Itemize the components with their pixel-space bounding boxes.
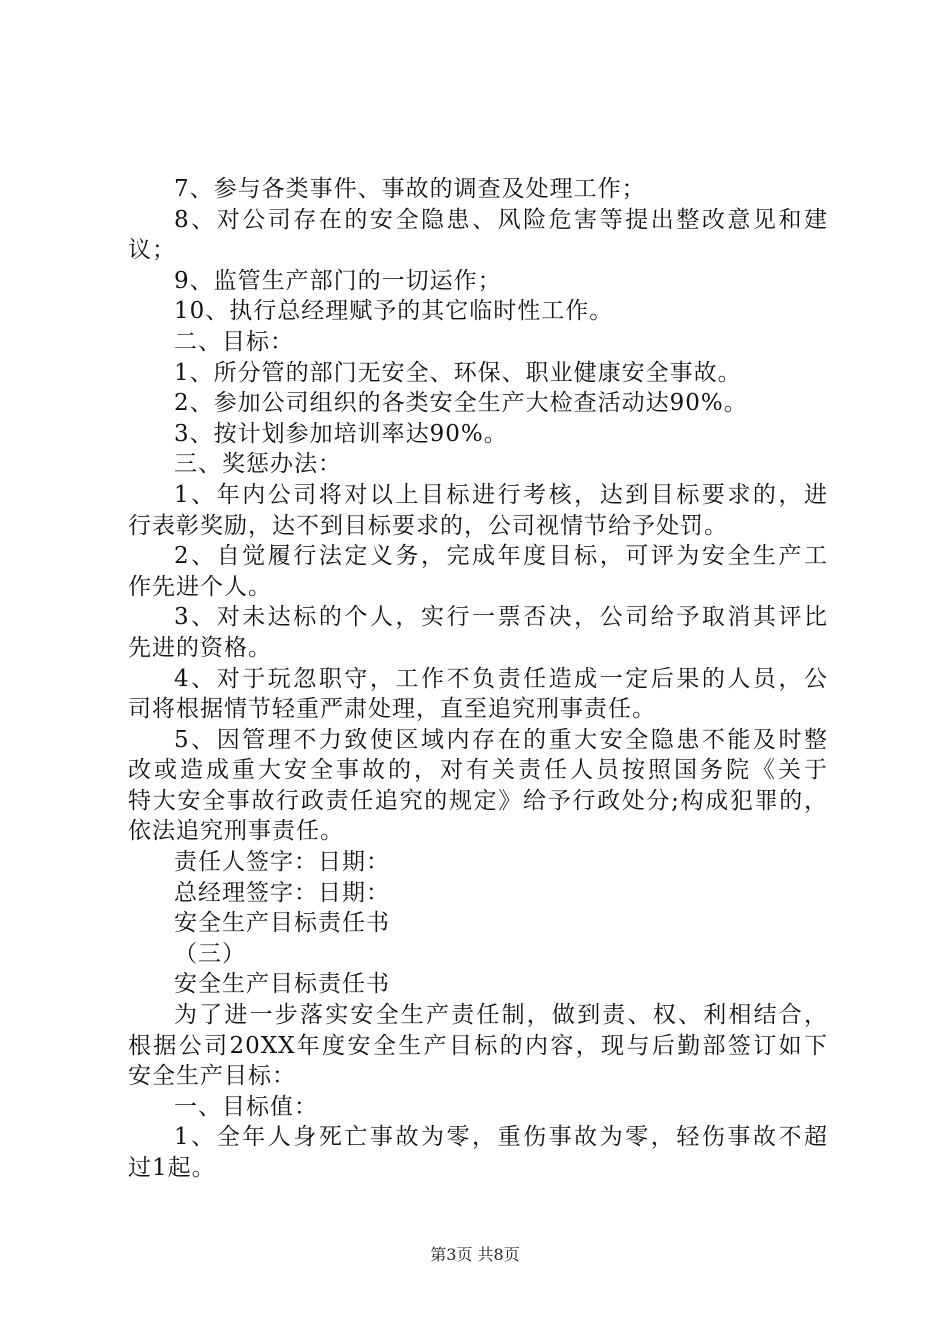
text-line: 1、全年人身死亡事故为零，重伤事故为零，轻伤事故不超 <box>174 1124 828 1151</box>
text-line: 安全生产目标责任书 <box>174 910 390 937</box>
text-line: 议； <box>128 237 176 264</box>
text-line: 8、对公司存在的安全隐患、风险危害等提出整改意见和建 <box>174 206 828 233</box>
text-line: 1、年内公司将对以上目标进行考核，达到目标要求的，进 <box>174 481 828 508</box>
text-line: 3、按计划参加培训率达90%。 <box>174 420 508 447</box>
text-line: 总经理签字：日期： <box>174 879 390 906</box>
text-line: 2、参加公司组织的各类安全生产大检查活动达90%。 <box>174 390 748 417</box>
text-line: 2、自觉履行法定义务，完成年度目标，可评为安全生产工 <box>174 543 828 570</box>
text-line: 根据公司20XX年度安全生产目标的内容，现与后勤部签订如下 <box>128 1032 828 1059</box>
text-line: 司将根据情节轻重严肃处理，直至追究刑事责任。 <box>128 696 656 723</box>
text-line: 二、目标： <box>174 328 294 355</box>
text-line: 7、参与各类事件、事故的调查及处理工作； <box>174 176 646 202</box>
text-line: 过1起。 <box>128 1155 216 1181</box>
text-line: 3、对未达标的个人，实行一票否决，公司给予取消其评比 <box>174 604 828 631</box>
text-line: 9、监管生产部门的一切运作； <box>174 267 502 294</box>
page-footer: 第3页 共8页 <box>430 1245 520 1264</box>
text-line: 4、对于玩忽职守，工作不负责任造成一定后果的人员，公 <box>174 665 828 692</box>
text-line: 1、所分管的部门无安全、环保、职业健康安全事故。 <box>174 359 742 386</box>
text-line: 一、目标值： <box>174 1093 318 1120</box>
document-body <box>128 174 828 1184</box>
text-line: 安全生产目标责任书 <box>174 971 390 998</box>
text-line: 责任人签字：日期： <box>174 849 390 876</box>
text-line: 依法追究刑事责任。 <box>128 818 344 845</box>
text-line: 三、奖惩办法： <box>174 451 342 478</box>
text-line: 特大安全事故行政责任追究的规定》给予行政处分;构成犯罪的， <box>128 787 828 814</box>
text-line: 5、因管理不力致使区域内存在的重大安全隐患不能及时整 <box>174 726 828 753</box>
text-line: 10、执行总经理赋予的其它临时性工作。 <box>174 298 614 325</box>
text-line: 改或造成重大安全事故的，对有关责任人员按照国务院《关于 <box>128 757 828 784</box>
text-line: （三） <box>174 940 246 967</box>
text-line: 作先进个人。 <box>128 573 272 600</box>
text-line: 安全生产目标： <box>128 1063 296 1090</box>
text-line: 为了进一步落实安全生产责任制，做到责、权、利相结合， <box>174 1002 828 1029</box>
text-line: 行表彰奖励，达不到目标要求的，公司视情节给予处罚。 <box>128 512 728 539</box>
text-line: 先进的资格。 <box>128 634 272 661</box>
